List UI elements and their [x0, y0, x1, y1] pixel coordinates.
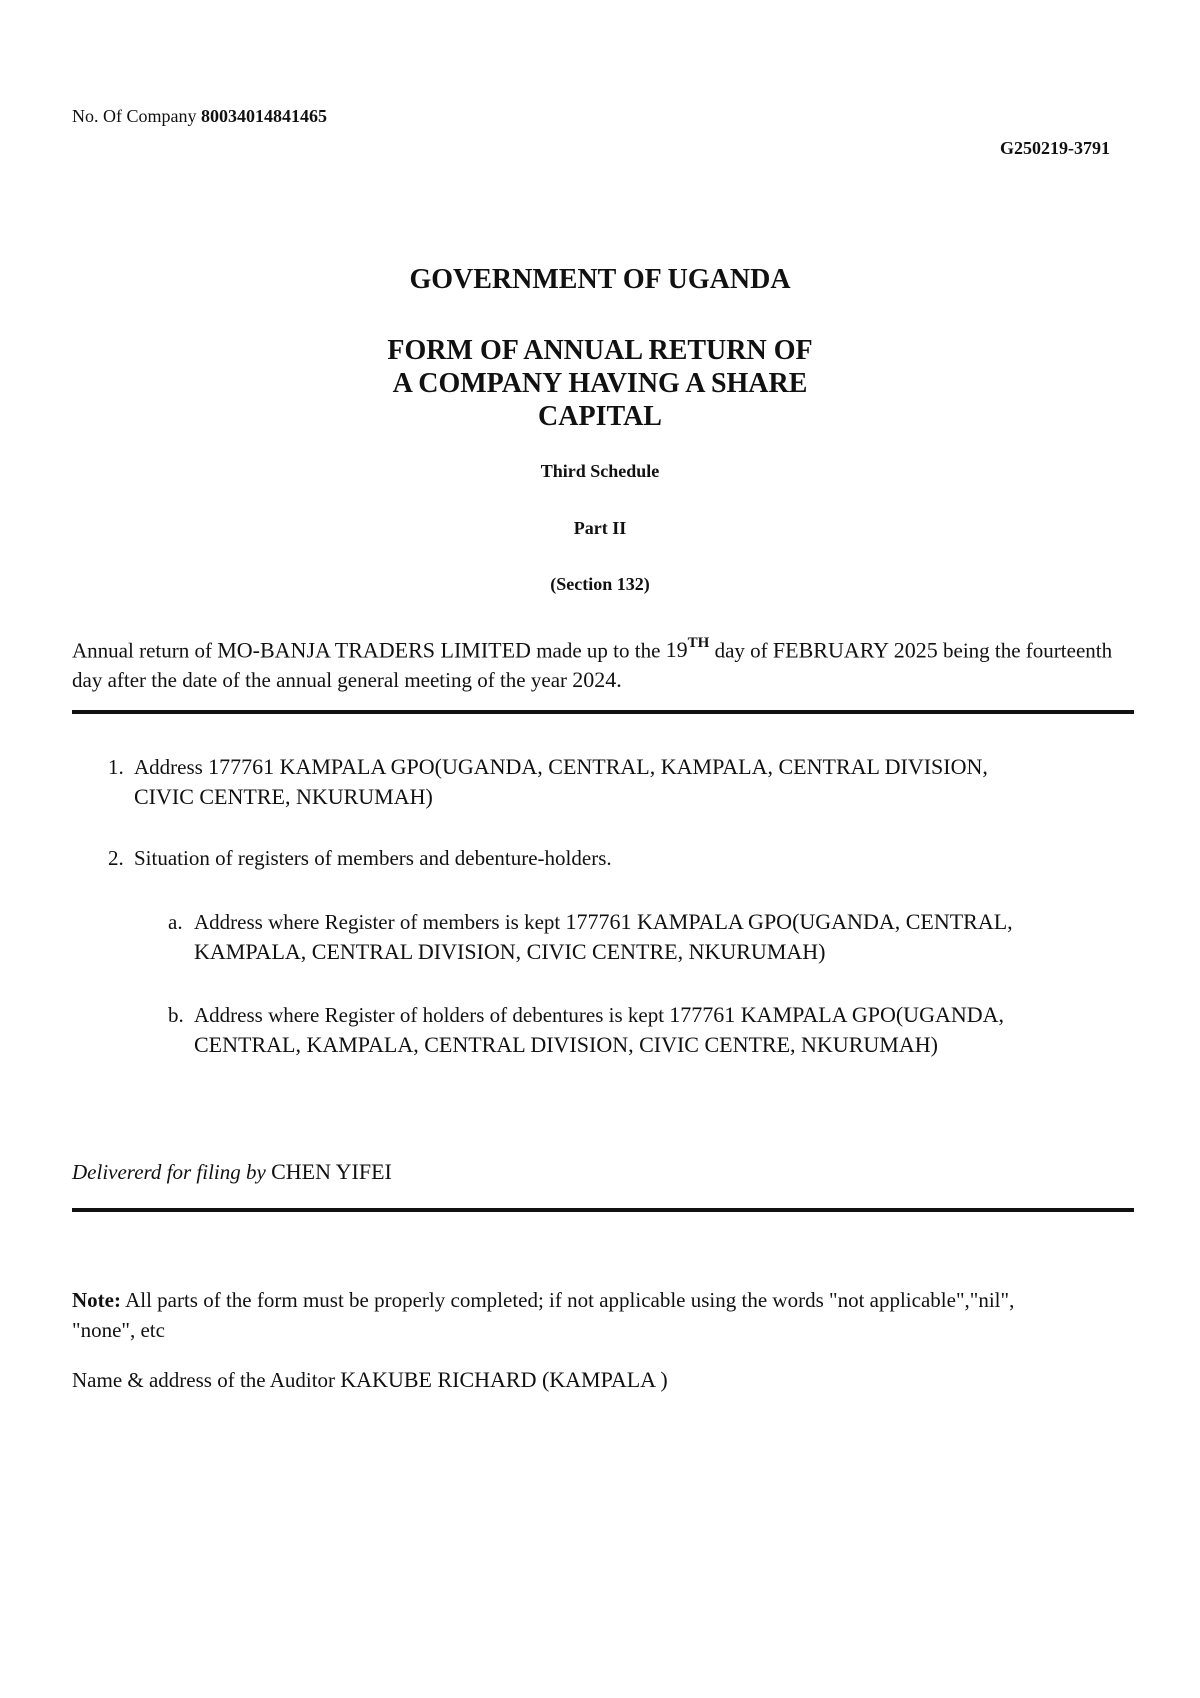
part-heading: Part II: [573, 518, 627, 538]
form-title: [0, 334, 1200, 433]
company-name: MO-BANJA TRADERS LIMITED: [217, 637, 531, 663]
list-item-text: [134, 752, 1034, 812]
return-day: [666, 637, 710, 662]
sub-item-text: [194, 1000, 1104, 1060]
horizontal-rule-bottom: [72, 1208, 1134, 1212]
made-up-text: made up to the: [536, 638, 661, 663]
schedule-heading: Third Schedule: [540, 461, 660, 481]
list-item-number: 1.: [108, 755, 124, 779]
annual-return-statement: [72, 630, 1142, 695]
horizontal-rule-top: [72, 710, 1134, 714]
delivered-label: Delivererd for filing by: [72, 1160, 266, 1184]
day-word: day of: [714, 638, 768, 663]
list-item-text: [134, 843, 1034, 873]
members-register-address: 177761 KAMPALA GPO(UGANDA, CENTRAL, KAMPALA, CENTRAL DIVISION, CIVIC CENTRE, NKURUMAH): [194, 909, 1013, 964]
sub-item-letter: a.: [168, 910, 183, 934]
company-number-line: [72, 106, 327, 127]
sentence-end: .: [616, 667, 622, 693]
section-heading: (Section 132): [550, 574, 650, 594]
members-register-label: Address where Register of members is kept: [194, 910, 561, 934]
auditor-label: Name & address of the Auditor: [72, 1368, 336, 1392]
form-title-line-1: FORM OF ANNUAL RETURN OF: [387, 335, 813, 366]
annual-return-prefix: Annual return of: [72, 638, 212, 663]
form-title-line-3: CAPITAL: [538, 401, 662, 432]
debentures-register-address: 177761 KAMPALA GPO(UGANDA, CENTRAL, KAMPALA, CENTRAL DIVISION, CIVIC CENTRE, NKURUMAH): [194, 1002, 1005, 1057]
return-day-number: 19: [665, 637, 688, 663]
note-text: All parts of the form must be properly completed; if not applicable using the words "not applicable","nil", "none", etc: [72, 1288, 1015, 1342]
company-number-value: 80034014841465: [201, 106, 327, 126]
note-paragraph: [72, 1285, 1072, 1345]
being-text: being the fourteenth day after the date of the annual general meeting of the year: [72, 638, 1113, 693]
sub-item-letter: b.: [168, 1003, 184, 1027]
address-label: Address: [134, 755, 203, 779]
auditor-line: [72, 1365, 668, 1395]
note-label: Note:: [72, 1288, 121, 1312]
address-value: 177761 KAMPALA GPO(UGANDA, CENTRAL, KAMPALA, CENTRAL DIVISION, CIVIC CENTRE, NKURUMAH): [134, 754, 988, 809]
sub-item-text: [194, 907, 1104, 967]
list-item-number: 2.: [108, 846, 124, 870]
registers-label: Situation of registers of members and debenture-holders.: [134, 846, 612, 870]
company-number-label: No. Of Company: [72, 106, 197, 126]
form-title-line-2: A COMPANY HAVING A SHARE: [392, 368, 808, 399]
agm-year: 2024: [572, 667, 617, 693]
return-day-suffix: TH: [687, 635, 710, 651]
return-month-year: FEBRUARY 2025: [772, 637, 938, 663]
auditor-value: KAKUBE RICHARD (KAMPALA ): [340, 1367, 668, 1392]
delivered-for-filing: [72, 1157, 392, 1187]
debentures-register-label: Address where Register of holders of debentures is kept: [194, 1003, 665, 1027]
document-reference: G250219-3791: [1000, 138, 1110, 158]
delivered-by-name: CHEN YIFEI: [271, 1159, 392, 1184]
government-title: GOVERNMENT OF UGANDA: [409, 264, 791, 295]
